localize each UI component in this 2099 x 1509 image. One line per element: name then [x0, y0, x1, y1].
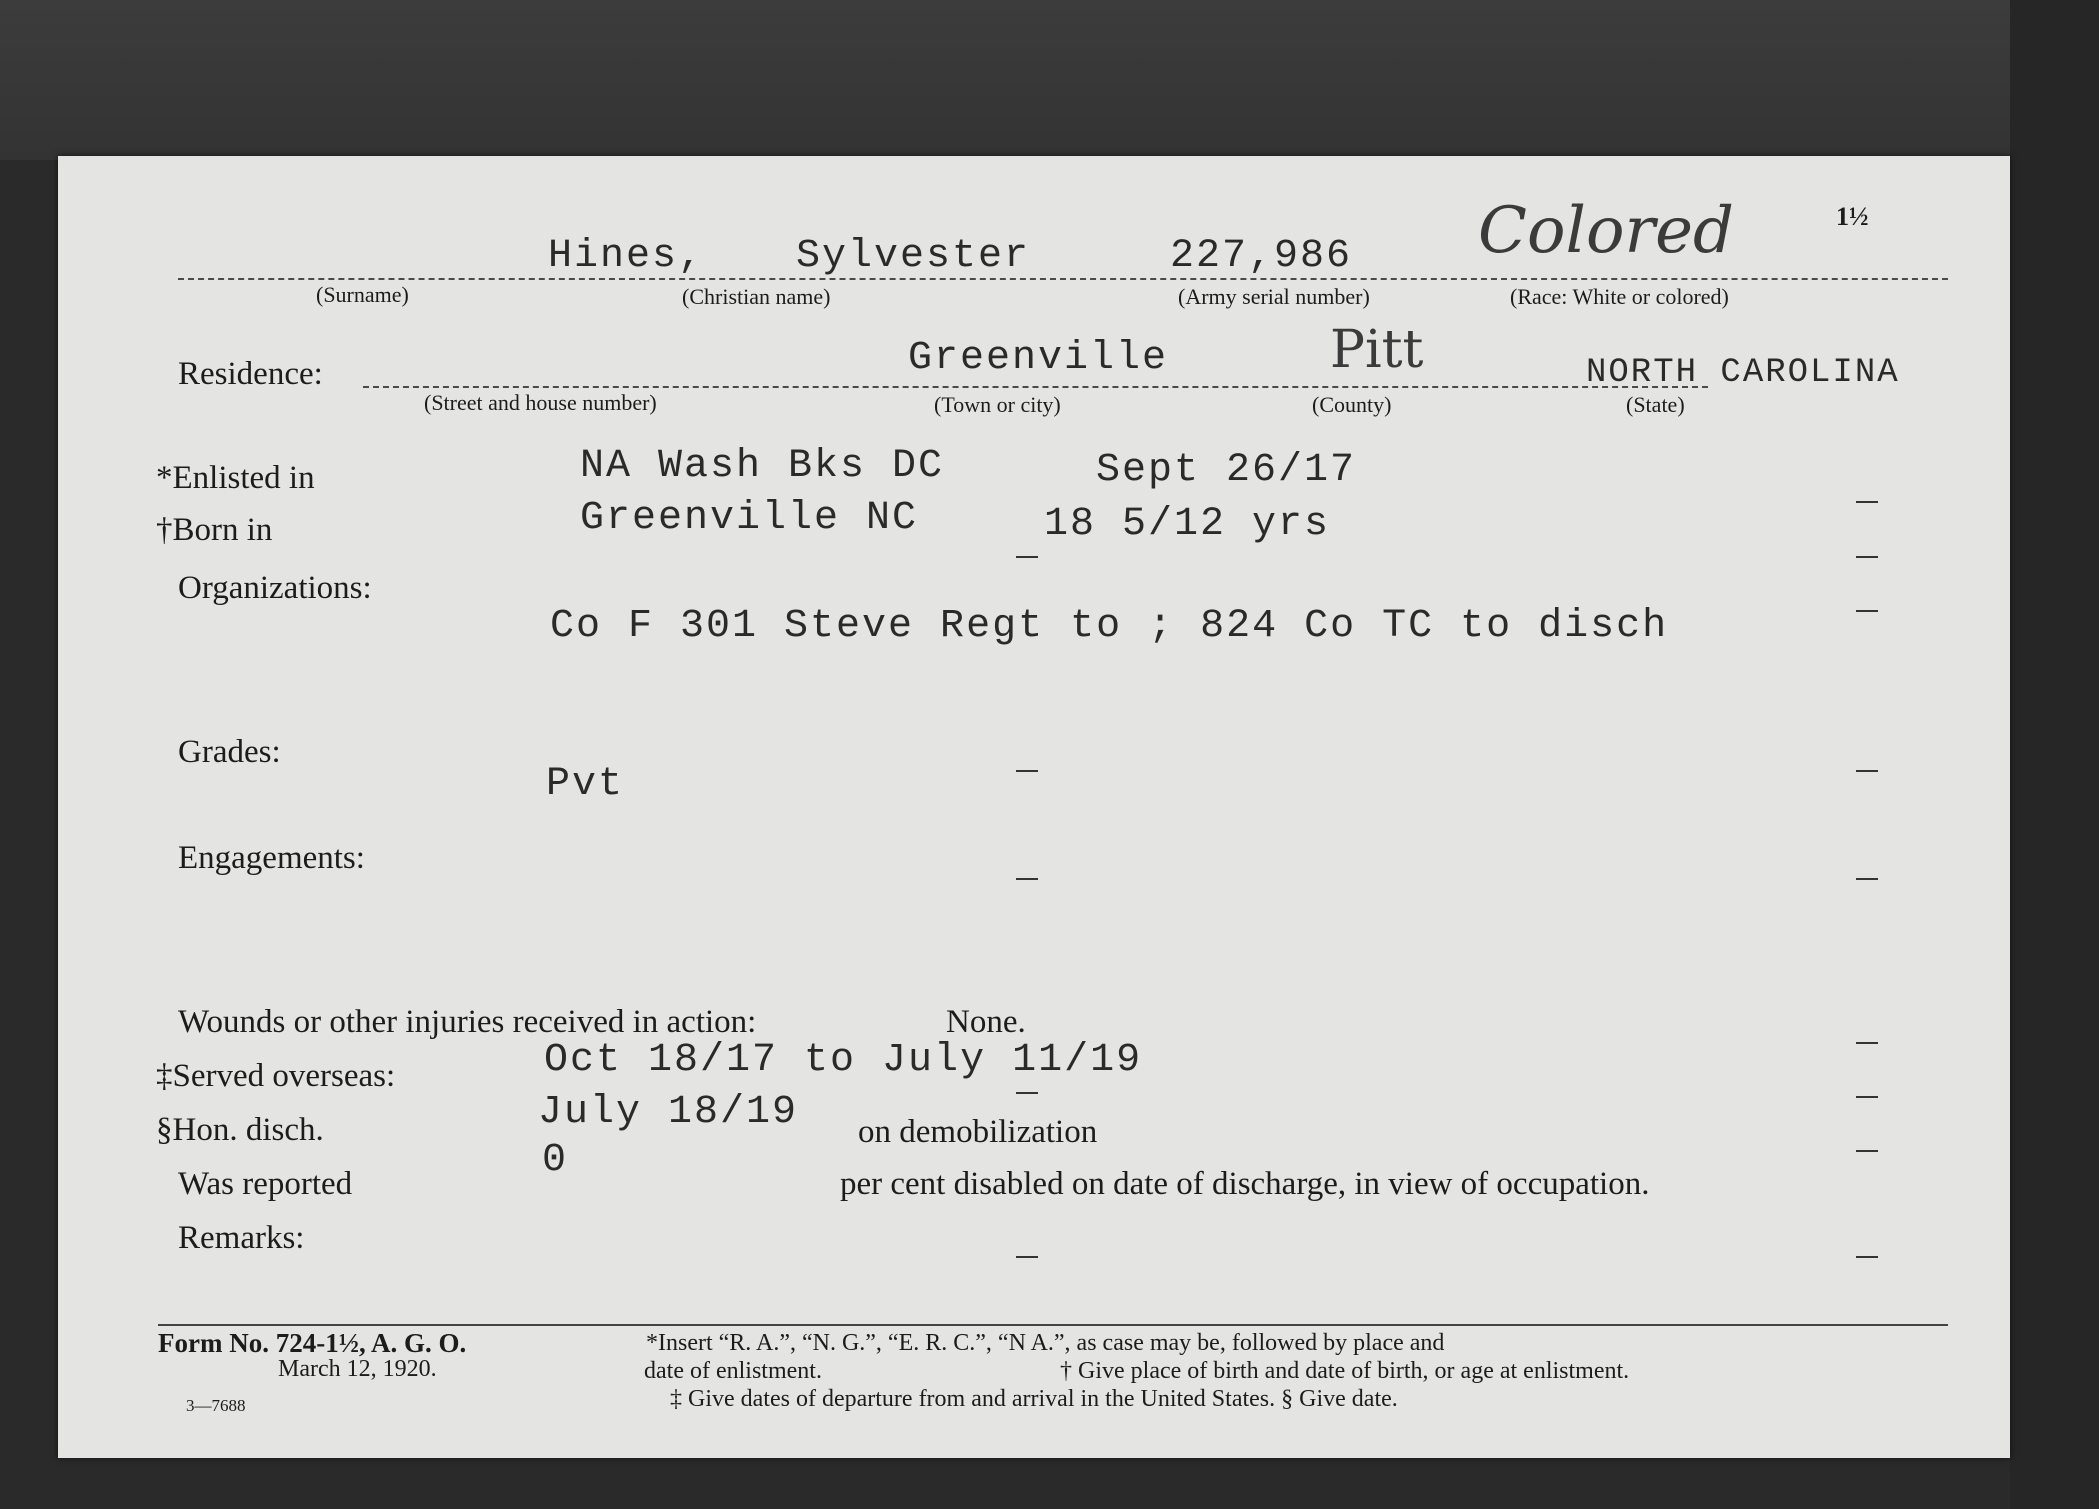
footer-rule [158, 1324, 1948, 1326]
serial-number-caption: (Army serial number) [1178, 284, 1370, 309]
state-value: NORTH CAROLINA [1586, 354, 1900, 392]
christian-name-caption: (Christian name) [682, 284, 831, 309]
margin-tick [1856, 770, 1878, 772]
margin-tick [1856, 556, 1878, 558]
county-caption: (County) [1312, 392, 1392, 417]
race-handwritten-value: Colored [1478, 194, 1734, 268]
county-handwritten-value: Pitt [1330, 320, 1424, 380]
margin-tick [1856, 1042, 1878, 1044]
footnote-birth: † Give place of birth and date of birth, or age at enlistment. [1060, 1358, 1630, 1384]
serial-number-value: 227,986 [1170, 234, 1353, 279]
race-caption: (Race: White or colored) [1510, 284, 1729, 309]
margin-tick [1016, 1092, 1038, 1094]
margin-tick [1016, 1256, 1038, 1258]
was-reported-label: Was reported [178, 1166, 353, 1202]
honorable-discharge-value: July 18/19 [538, 1090, 799, 1135]
born-place-value: Greenville NC [580, 496, 919, 541]
street-caption: (Street and house number) [424, 390, 657, 415]
form-date: March 12, 1920. [278, 1356, 437, 1382]
margin-tick [1016, 556, 1038, 558]
was-reported-suffix: per cent disabled on date of discharge, in view of occupation. [840, 1166, 1650, 1202]
enlisted-date-value: Sept 26/17 [1096, 448, 1357, 493]
engagements-label: Engagements: [178, 840, 365, 876]
enlisted-label: *Enlisted in [156, 460, 315, 496]
town-value: Greenville [908, 336, 1169, 381]
margin-tick [1856, 878, 1878, 880]
born-age-value: 18 5/12 yrs [1044, 502, 1331, 547]
grades-value: Pvt [546, 762, 625, 807]
honorable-discharge-label: §Hon. disch. [156, 1112, 324, 1148]
wounds-label: Wounds or other injuries received in action: [178, 1004, 757, 1040]
corner-mark: 1½ [1836, 202, 1869, 231]
print-code: 3—7688 [186, 1396, 246, 1415]
service-record-card [58, 156, 2010, 1458]
was-reported-value: 0 [542, 1138, 569, 1183]
residence-line-rule [363, 386, 1708, 388]
margin-tick [1856, 1256, 1878, 1258]
margin-tick [1016, 770, 1038, 772]
form-number: Form No. 724-1½, A. G. O. [158, 1328, 467, 1358]
christian-name-value: Sylvester [796, 234, 1031, 279]
remarks-label: Remarks: [178, 1220, 305, 1256]
margin-tick [1856, 610, 1878, 612]
scan-background-top [0, 0, 2099, 160]
residence-label: Residence: [178, 356, 323, 392]
footnote-enlistment: *Insert “R. A.”, “N. G.”, “E. R. C.”, “N A.”, as case may be, followed by place and [646, 1330, 1445, 1356]
footnote-enlistment-cont: date of enlistment. [644, 1358, 822, 1384]
enlisted-place-value: NA Wash Bks DC [580, 444, 945, 489]
name-line-rule [178, 278, 1948, 280]
honorable-discharge-suffix: on demobilization [858, 1114, 1098, 1150]
served-overseas-label: ‡Served overseas: [156, 1058, 396, 1094]
organizations-label: Organizations: [178, 570, 372, 606]
scan-background-right [2010, 0, 2099, 1509]
town-caption: (Town or city) [934, 392, 1061, 417]
margin-tick [1856, 1096, 1878, 1098]
grades-label: Grades: [178, 734, 281, 770]
margin-tick [1856, 501, 1878, 503]
surname-value: Hines, [548, 234, 705, 279]
surname-caption: (Surname) [316, 282, 409, 307]
state-caption: (State) [1626, 392, 1685, 417]
margin-tick [1856, 1150, 1878, 1152]
wounds-value: None. [946, 1004, 1026, 1040]
organizations-value: Co F 301 Steve Regt to ; 824 Co TC to disch [550, 604, 1669, 649]
served-overseas-value: Oct 18/17 to July 11/19 [544, 1038, 1143, 1083]
footnote-overseas: ‡ Give dates of departure from and arrival in the United States. § Give date. [670, 1386, 1398, 1412]
born-label: †Born in [156, 512, 273, 548]
margin-tick [1016, 878, 1038, 880]
